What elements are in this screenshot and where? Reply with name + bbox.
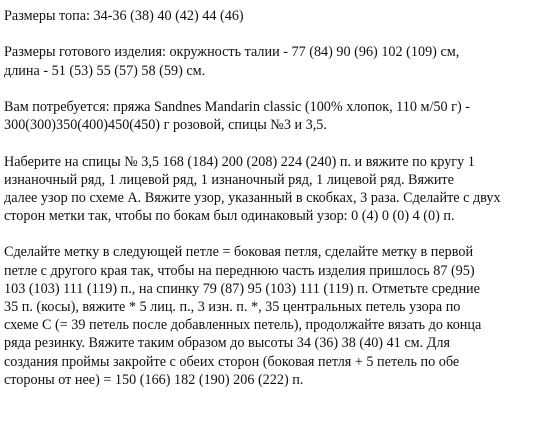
paragraph-cast-on <box>4 153 555 226</box>
text-line: Размеры готового изделия: окружность талии - 77 (84) 90 (96) 102 (109) см, <box>4 44 460 61</box>
text-line: 300(300)350(400)450(450) г розовой, спицы №3 и 3,5. <box>4 117 327 134</box>
text-line: 103 (103) 111 (119) п., на спинку 79 (87) 95 (103) 111 (119) п. Отметьте средние <box>4 280 480 297</box>
paragraph-gap <box>4 225 555 243</box>
text-line: длина - 51 (53) 55 (57) 58 (59) см. <box>4 62 206 79</box>
paragraph-finished-measurements <box>4 43 555 79</box>
text-line: стороны от нее) = 150 (166) 182 (190) 206 (222) п. <box>4 371 304 388</box>
paragraph-gap <box>4 134 555 152</box>
text-line: ряда резинку. Вяжите таким образом до высоты 34 (36) 38 (40) 41 см. Для <box>4 335 450 352</box>
paragraph-materials <box>4 98 555 134</box>
text-line: Размеры топа: 34-36 (38) 40 (42) 44 (46) <box>4 8 244 24</box>
text-line: Сделайте метку в следующей петле = боковая петля, сделайте метку в первой <box>4 244 474 261</box>
text-line: схеме С (= 39 петель после добавленных петель), продолжайте вязать до конца <box>4 317 482 334</box>
text-line: далее узор по схеме А. Вяжите узор, указанный в скобках, 3 раза. Сделайте с двух <box>4 189 501 206</box>
paragraph-gap <box>4 80 555 98</box>
text-line: сторон метки так, чтобы по бокам был одинаковый узор: 0 (4) 0 (0) 4 (0) п. <box>4 208 455 225</box>
text-line: Наберите на спицы № 3,5 168 (184) 200 (208) 224 (240) п. и вяжите по кругу 1 <box>4 153 475 170</box>
paragraph-gap <box>4 25 555 43</box>
text-line: изнаночный ряд, 1 лицевой ряд, 1 изнаночный ряд, 1 лицевой ряд. Вяжите <box>4 171 454 188</box>
paragraph-markers-armhole <box>4 243 555 389</box>
text-line: 35 п. (косы), вяжите * 5 лиц. п., 3 изн. п. *, 35 центральных петель узора по <box>4 299 461 315</box>
text-line: петле с другого края так, чтобы на переднюю часть изделия пришлось 87 (95) <box>4 262 475 279</box>
text-line: Вам потребуется: пряжа Sandnes Mandarin classic (100% хлопок, 110 м/50 г) - <box>4 98 470 115</box>
paragraph-sizes <box>4 7 555 25</box>
text-line: создания проймы закройте с обеих сторон (боковая петля + 5 петель по обе <box>4 353 460 370</box>
